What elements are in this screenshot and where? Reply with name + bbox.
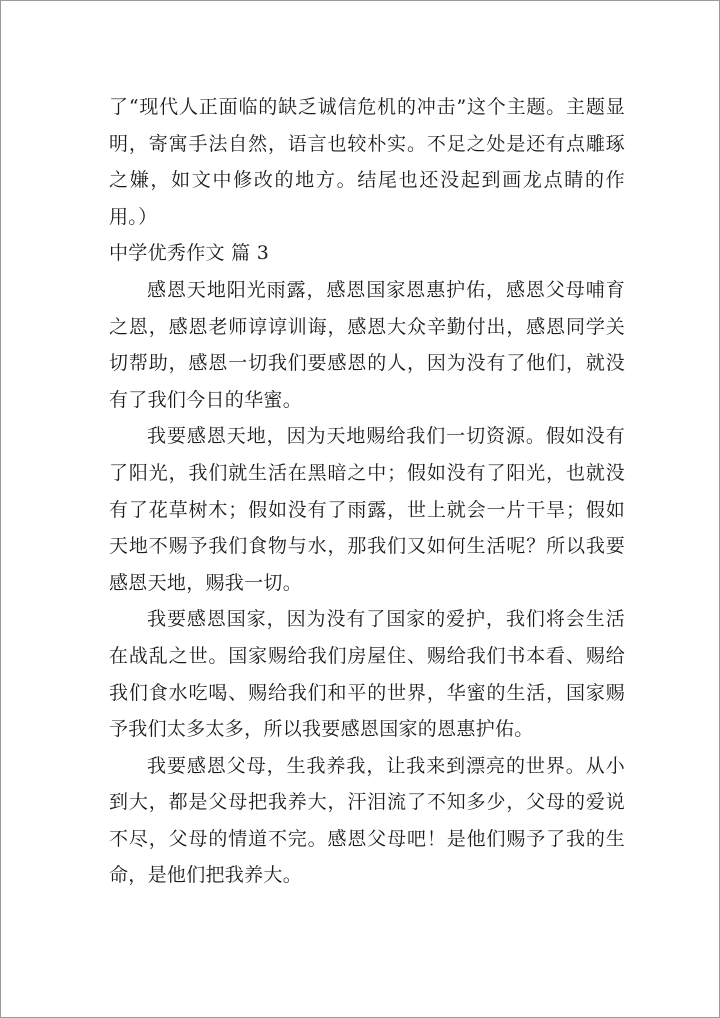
section-title: 中学优秀作文 篇 3 [109,242,270,265]
body-paragraph: 我要感恩天地，因为天地赐给我们一切资源。假如没有了阳光，我们就生活在黑暗之中；假如没有了阳光，也就没有了花草树木；假如没有了雨露，世上就会一片干旱；假如天地不赐予我们食物与水，那我们又如何生活呢？所以我要感恩天地，赐我一切。 [109,425,625,594]
body-paragraph: 我要感恩父母，生我养我，让我来到漂亮的世界。从小到大，都是父母把我养大，汗泪流了不知多少，父母的爱说不尽，父母的情道不完。感恩父母吧！是他们赐予了我的生命，是他们把我养大。 [109,754,625,887]
continued-paragraph: 了“现代人正面临的缺乏诚信危机的冲击”这个主题。主题显明，寄寓手法自然，语言也较朴实。不足之处是还有点雕琢之嫌，如文中修改的地方。结尾也还没起到画龙点睛的作用。） [109,96,625,228]
document-body [109,89,625,894]
body-paragraph: 感恩天地阳光雨露，感恩国家恩惠护佑，感恩父母哺育之恩，感恩老师谆谆训诲，感恩大众辛勤付出，感恩同学关切帮助，感恩一切我们要感恩的人，因为没有了他们，就没有了我们今日的华蜜。 [109,278,625,411]
body-paragraph: 我要感恩国家，因为没有了国家的爱护，我们将会生活在战乱之世。国家赐给我们房屋住、赐给我们书本看、赐给我们食水吃喝、赐给我们和平的世界，华蜜的生活，国家赐予我们太多太多，所以我要感恩国家的恩惠护佑。 [109,608,625,741]
